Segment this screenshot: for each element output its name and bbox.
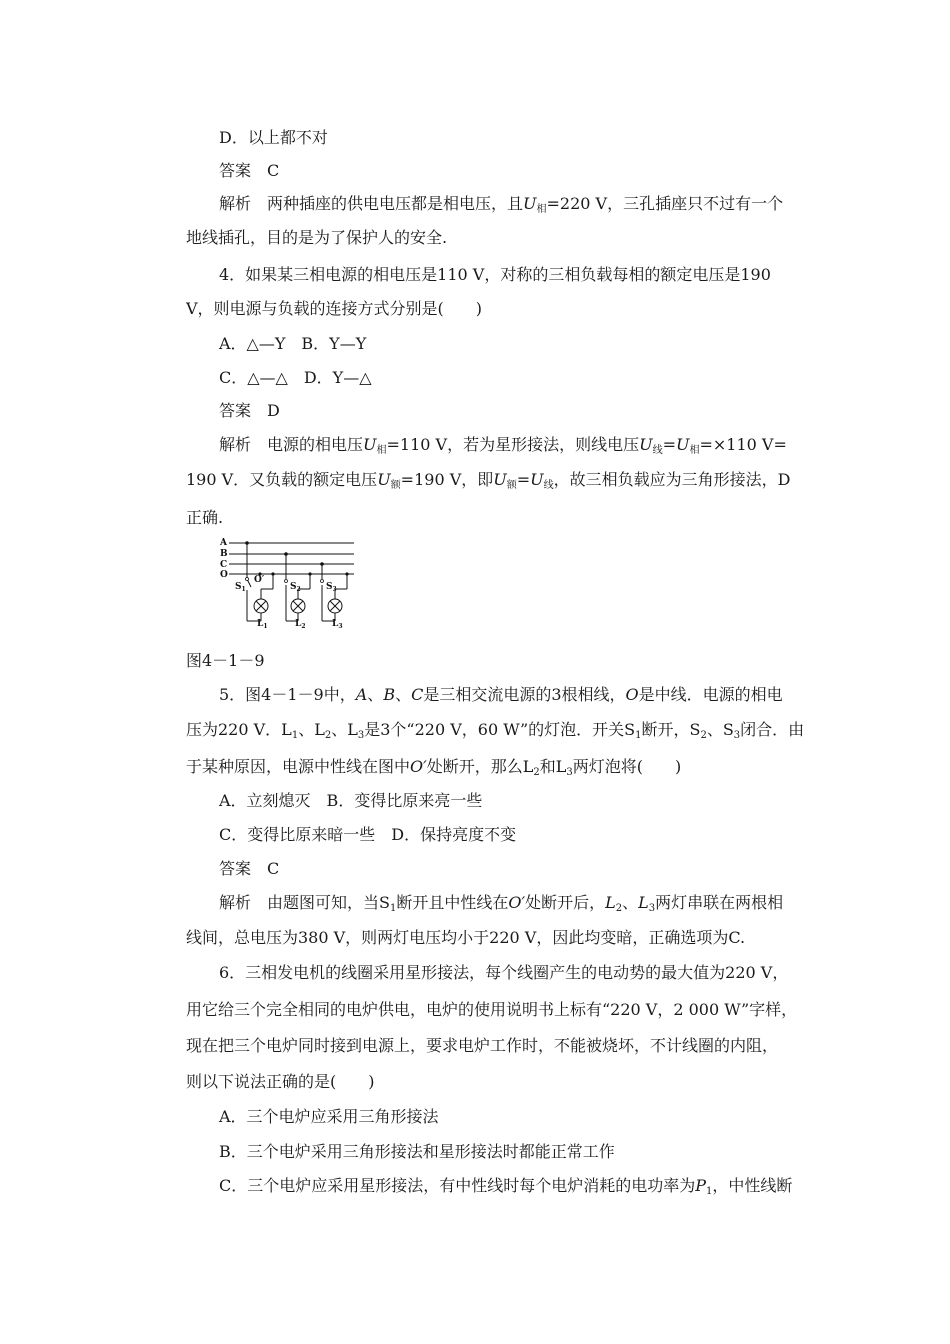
q6-option-c: C．三个电炉应采用星形接法，有中性线时每个电炉消耗的电功率为$P_1$，中性线断: [219, 1176, 793, 1197]
q5-stem-line-3: 于某种原因，电源中性线在图中O′处断开，那么$L_2$和$L_3$两灯泡将( ): [186, 757, 682, 778]
q6-stem-line-4: 则以下说法正确的是( ): [186, 1072, 375, 1091]
q4-options-ab: A．△—Y B．Y—Y: [219, 334, 367, 353]
q6-option-b: B．三个电炉采用三角形接法和星形接法时都能正常工作: [219, 1142, 615, 1161]
figure-caption: 图4－1－9: [186, 651, 265, 670]
fig-label-b: B: [220, 549, 228, 559]
fig-label-l1: $L_1$: [257, 619, 268, 630]
q4-analysis-line-3: 正确.: [186, 508, 224, 527]
q6-stem-line-2: 用它给三个完全相同的电炉供电，电炉的使用说明书上标有“220 V，2 000 W”字样，: [186, 1000, 798, 1019]
q5-stem-line-1: 5．图4－1－9中，A、B、C是三相交流电源的3根相线，O是中线．电源的相电: [219, 685, 783, 704]
q3-option-d: D．以上都不对: [219, 128, 328, 147]
q4-analysis-line-2: 190 V．又负载的额定电压$U_额=190$ V，即$U_额=U_线$，故三相负载应为三角形接法，D: [186, 470, 791, 491]
q3-analysis-line-1: 解析 两种插座的供电电压都是相电压，且$U_相=220$ V，三孔插座只不过有一个: [219, 194, 784, 215]
fig-label-o: O: [220, 570, 228, 580]
q5-stem-line-2: 压为220 V．$L_1$、$L_2$、$L_3$是3个“220 V，60 W”的灯泡．开关$S_1$断开，$S_2$、$S_3$闭合．由: [186, 720, 805, 741]
q3-analysis-line-2: 地线插孔，目的是为了保护人的安全.: [186, 228, 448, 247]
q6-option-a: A．三个电炉应采用三角形接法: [219, 1107, 439, 1126]
q5-answer: 答案 C: [219, 859, 280, 878]
circuit-figure: [214, 535, 360, 631]
q4-answer: 答案 D: [219, 401, 280, 420]
fig-label-a: A: [220, 538, 227, 548]
fig-label-s2: $S_2$: [290, 582, 301, 593]
q4-stem-line-2: V，则电源与负载的连接方式分别是( ): [186, 299, 483, 318]
q5-analysis-line-1: 解析 由题图可知，当$S_1$断开且中性线在O′处断开后，$L_2$、$L_3$两灯串联在两根相: [219, 893, 784, 914]
q4-options-cd: C．△—△ D．Y—△: [219, 368, 372, 387]
q6-stem-line-3: 现在把三个电炉同时接到电源上，要求电炉工作时，不能被烧坏，不计线圈的内阻，: [186, 1036, 779, 1055]
q6-stem-line-1: 6．三相发电机的线圈采用星形接法，每个线圈产生的电动势的最大值为220 V，: [219, 963, 789, 982]
fig-label-s3: $S_3$: [326, 582, 337, 593]
fig-label-l3: $L_3$: [332, 619, 343, 630]
q4-stem-line-1: 4．如果某三相电源的相电压是110 V，对称的三相负载每相的额定电压是190: [219, 265, 771, 284]
q3-answer: 答案 C: [219, 161, 280, 180]
fig-label-l2: $L_2$: [295, 619, 306, 630]
q4-analysis-line-1: 解析 电源的相电压$U_相=110$ V，若为星形接法，则线电压$U_线=U_相=\times 110$ V=: [219, 435, 787, 456]
q5-analysis-line-2: 线间，总电压为380 V，则两灯电压均小于220 V，因此均变暗，正确选项为C.: [186, 928, 746, 947]
fig-label-c: C: [220, 560, 228, 570]
q5-options-ab: A．立刻熄灭 B．变得比原来亮一些: [219, 791, 483, 810]
fig-label-s1: $S_1$: [235, 582, 246, 593]
q5-options-cd: C．变得比原来暗一些 D．保持亮度不变: [219, 825, 517, 844]
fig-label-o-prime: O′: [254, 575, 265, 585]
